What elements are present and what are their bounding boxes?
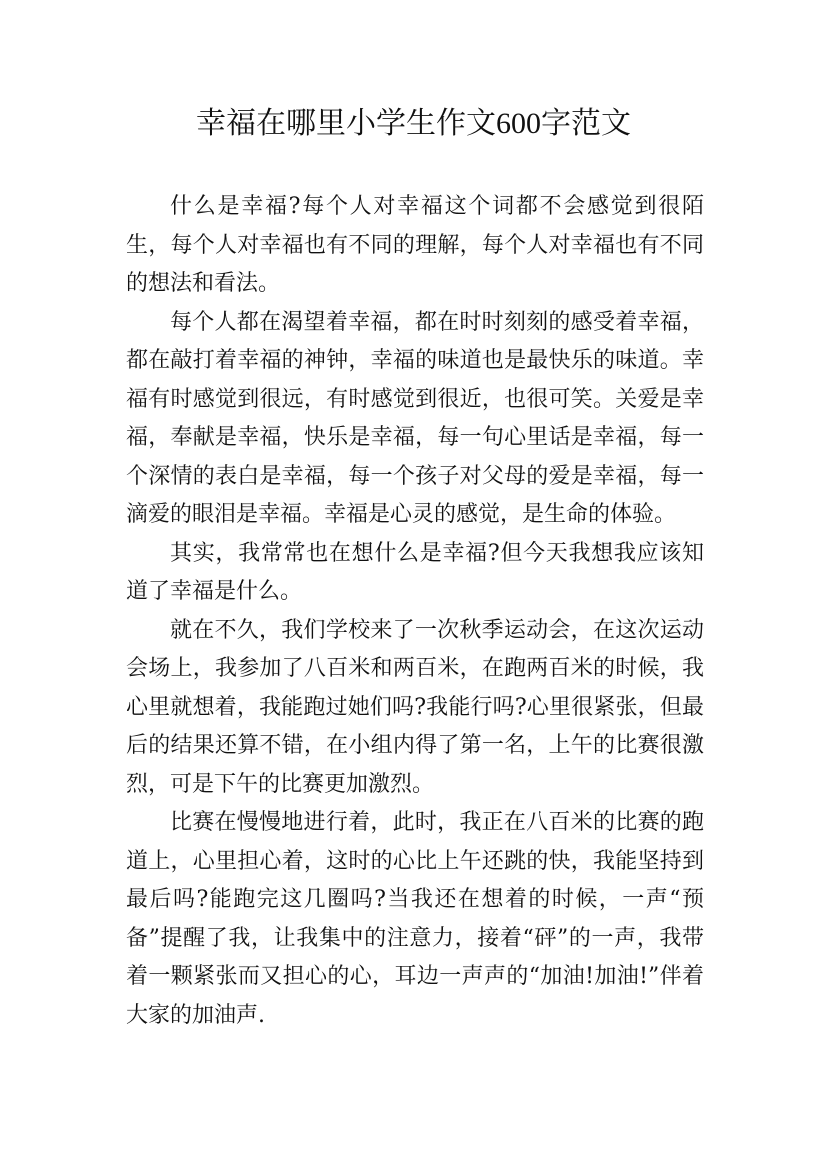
document-body: [126, 188, 704, 1035]
paragraph-2: 每个人都在渴望着幸福，都在时时刻刻的感受着幸福，都在敲打着幸福的神钟，幸福的味道也是最快乐的味道。幸福有时感觉到很远，有时感觉到很近，也很可笑。关爱是幸福，奉献是幸福，快乐是幸福，每一句心里话是幸福，每一个深情的表白是幸福，每一个孩子对父母的爱是幸福，每一滴爱的眼泪是幸福。幸福是心灵的感觉，是生命的体验。: [126, 309, 704, 527]
paragraph-5: 比赛在慢慢地进行着，此时，我正在八百米的比赛的跑道上，心里担心着，这时的心比上午还跳的快，我能坚持到最后吗?能跑完这几圈吗?当我还在想着的时候，一声“预备”提醒了我，让我集中的注意力，接着“砰”的一声，我带着一颗紧张而又担心的心，耳边一声声的“加油!加油!”伴着大家的加油声.: [126, 810, 704, 1028]
document-title: 幸福在哪里小学生作文600字范文: [196, 107, 631, 140]
paragraph-3: 其实，我常常也在想什么是幸福?但今天我想我应该知道了幸福是什么。: [126, 540, 704, 604]
paragraph-1: 什么是幸福?每个人对幸福这个词都不会感觉到很陌生，每个人对幸福也有不同的理解，每个人对幸福也有不同的想法和看法。: [126, 194, 704, 296]
paragraph-4: 就在不久，我们学校来了一次秋季运动会，在这次运动会场上，我参加了八百米和两百米，在跑两百米的时候，我心里就想着，我能跑过她们吗?我能行吗?心里很紧张，但最后的结果还算不错，在小组内得了第一名，上午的比赛很激烈，可是下午的比赛更加激烈。: [126, 617, 704, 797]
